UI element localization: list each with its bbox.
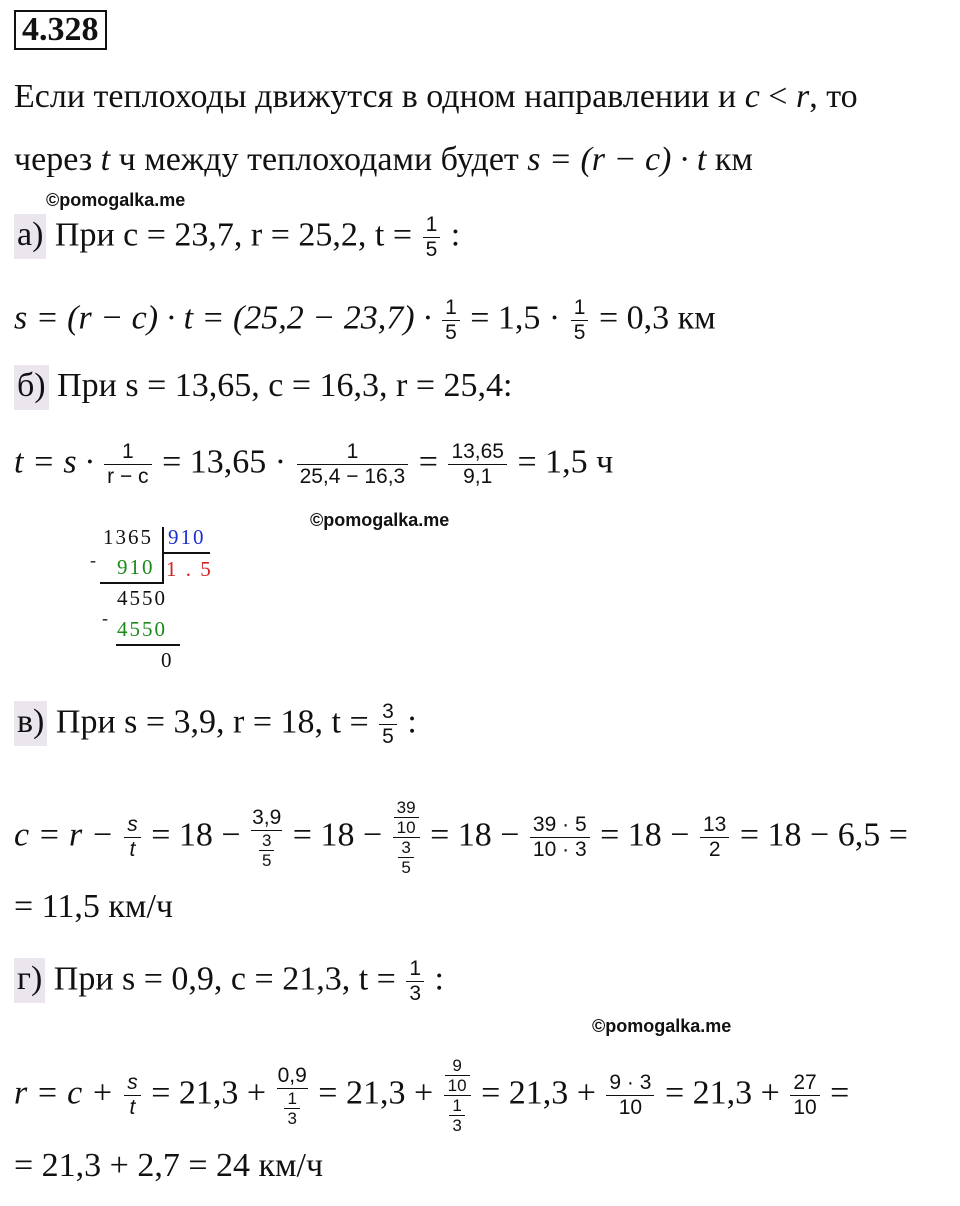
fraction [790, 1071, 819, 1120]
denominator: 5 [382, 725, 394, 748]
fraction [259, 831, 274, 870]
denominator [251, 831, 282, 870]
intro-line-2 [14, 140, 753, 180]
numerator: 3 [259, 831, 274, 851]
part-b-label: б) [14, 365, 49, 410]
part-d-condition [14, 957, 444, 1006]
part-c-condition [14, 700, 417, 749]
solution-text: = 21,3 + [656, 1074, 789, 1112]
fraction [442, 296, 460, 345]
less-than: < [759, 78, 796, 115]
denominator: 5 [401, 858, 411, 877]
var-r: r [795, 78, 810, 115]
solution-text: = 21,3 + [472, 1074, 605, 1112]
numerator: 3 [379, 700, 397, 725]
numerator [393, 798, 420, 838]
numerator: 9 · 3 [606, 1071, 654, 1096]
numerator: 1 [571, 296, 589, 321]
denominator: t [129, 838, 136, 861]
colon: : [398, 703, 417, 741]
fraction [124, 813, 141, 862]
part-a-solution [14, 296, 716, 345]
remainder-2: 0 [161, 648, 174, 672]
numerator: 1 [449, 1096, 464, 1116]
fraction [398, 838, 413, 877]
intro-text: ч между теплоходами будет [110, 141, 528, 178]
denominator [393, 838, 420, 877]
complex-fraction [277, 1064, 308, 1128]
solution-text: s = (r − c) · t = (25,2 − 23,7) · [14, 299, 441, 337]
division-bracket-vertical [162, 527, 164, 584]
solution-result: = 0,3 км [590, 299, 716, 337]
numerator: 27 [790, 1071, 819, 1096]
numerator: 1 [104, 440, 151, 465]
condition-text: При c = 23,7, r = 25,2, t = [46, 216, 421, 254]
denominator [277, 1089, 308, 1128]
minus-sign: - [90, 550, 98, 570]
denominator: 10 [396, 818, 416, 837]
solution-text: = 18 − [284, 816, 391, 854]
part-b-solution [14, 440, 613, 489]
solution-text: = [821, 1074, 850, 1112]
condition-text: При s = 0,9, c = 21,3, t = [45, 960, 405, 998]
var-t: t [100, 141, 111, 178]
part-d-result: = 21,3 + 2,7 = 24 км/ч [14, 1147, 324, 1184]
fraction [406, 957, 424, 1006]
complex-fraction [251, 806, 282, 870]
intro-text-end: , то [809, 78, 858, 115]
division-rule [100, 582, 162, 584]
divisor: 910 [168, 525, 206, 549]
fraction [606, 1071, 654, 1120]
solution-text: = 18 − [421, 816, 528, 854]
denominator: 10 [447, 1076, 467, 1095]
denominator: 5 [425, 238, 438, 261]
distance-formula: s = (r − c) · t [527, 141, 707, 178]
denominator: 5 [573, 321, 586, 344]
part-d-label: г) [14, 958, 45, 1003]
solution-text: = 18 − [591, 816, 698, 854]
watermark: ©pomogalka.me [310, 510, 450, 530]
solution-text: = 18 − [142, 816, 250, 854]
solution-text: = 18 − 6,5 = [731, 816, 908, 854]
numerator: 1 [406, 957, 424, 982]
fraction [297, 440, 409, 489]
solution-text: = 21,3 + [142, 1074, 275, 1112]
colon: : [426, 960, 444, 998]
complex-fraction [393, 798, 420, 877]
intro-text: Если теплоходы движутся в одном направлении и [14, 78, 745, 115]
fraction [379, 700, 397, 749]
denominator: 2 [708, 838, 721, 861]
fraction [394, 798, 419, 837]
solution-text: = 1,5 · [461, 299, 569, 337]
numerator: 39 [394, 798, 419, 818]
fraction [124, 1071, 141, 1120]
numerator: 1 [284, 1089, 299, 1109]
part-c-result: = 11,5 км/ч [14, 888, 173, 925]
numerator: 0,9 [277, 1063, 307, 1087]
part-c-label: в) [14, 701, 47, 746]
denominator: 25,4 − 16,3 [299, 465, 406, 488]
watermark: ©pomogalka.me [46, 190, 186, 210]
solution-text: = 21,3 + [309, 1074, 442, 1112]
numerator: 13,65 [448, 440, 507, 465]
denominator: 10 · 3 [532, 838, 587, 861]
fraction [700, 813, 729, 862]
fraction [104, 440, 151, 489]
fraction [530, 813, 590, 862]
numerator: 3,9 [252, 805, 282, 829]
denominator: 3 [287, 1108, 297, 1128]
denominator [444, 1096, 471, 1135]
part-c-solution [14, 798, 908, 877]
part-b-condition [14, 366, 513, 406]
complex-fraction [444, 1056, 471, 1135]
fraction [449, 1096, 464, 1135]
denominator: 3 [409, 982, 422, 1005]
solution-text: c = r − [14, 816, 123, 854]
problem-number: 4.328 [14, 10, 107, 50]
denominator: 10 [618, 1096, 643, 1119]
fraction [448, 440, 507, 489]
division-rule [116, 644, 180, 646]
subtrahend-1: 910 [117, 555, 155, 579]
denominator: 5 [445, 321, 457, 344]
condition-text: При s = 3,9, r = 18, t = [47, 703, 378, 741]
denominator: r − c [107, 465, 149, 488]
numerator [444, 1056, 471, 1096]
solution-text: r = c + [14, 1074, 123, 1112]
solution-text: = [410, 443, 447, 481]
fraction [423, 213, 441, 262]
fraction [445, 1056, 470, 1095]
quotient: 1 . 5 [166, 557, 213, 581]
var-c: c [744, 78, 760, 115]
numerator: 1 [423, 213, 441, 238]
minus-sign: - [102, 608, 110, 628]
watermark: ©pomogalka.me [592, 1016, 732, 1036]
solution-result: = 1,5 ч [509, 443, 614, 481]
numerator: 1 [442, 296, 460, 321]
solution-text: t = s · [14, 443, 103, 481]
numerator: 3 [398, 838, 413, 858]
fraction [284, 1089, 299, 1128]
remainder-1: 4550 [117, 586, 167, 610]
numerator: s [124, 1071, 141, 1096]
denominator: t [129, 1096, 136, 1119]
numerator: 9 [445, 1056, 470, 1076]
denominator: 3 [452, 1116, 462, 1135]
solution-text: = 13,65 · [153, 443, 295, 481]
part-a-condition [14, 213, 460, 262]
denominator: 9,1 [463, 465, 493, 488]
unit-km: км [706, 141, 753, 178]
fraction [571, 296, 589, 345]
numerator: 39 · 5 [530, 813, 590, 838]
part-d-solution [14, 1056, 849, 1135]
condition-text: При s = 13,65, c = 16,3, r = 25,4: [48, 367, 513, 404]
numerator: 1 [297, 440, 409, 465]
denominator: 5 [261, 850, 272, 870]
division-bracket-horizontal [162, 552, 210, 554]
intro-line-1 [14, 77, 858, 117]
intro-text: через [14, 141, 101, 178]
subtrahend-2: 4550 [117, 617, 167, 641]
numerator: 13 [700, 813, 729, 838]
denominator: 10 [793, 1096, 817, 1119]
dividend: 1365 [103, 525, 153, 549]
numerator: s [124, 813, 141, 838]
colon: : [442, 216, 461, 254]
part-a-label: а) [14, 214, 46, 259]
